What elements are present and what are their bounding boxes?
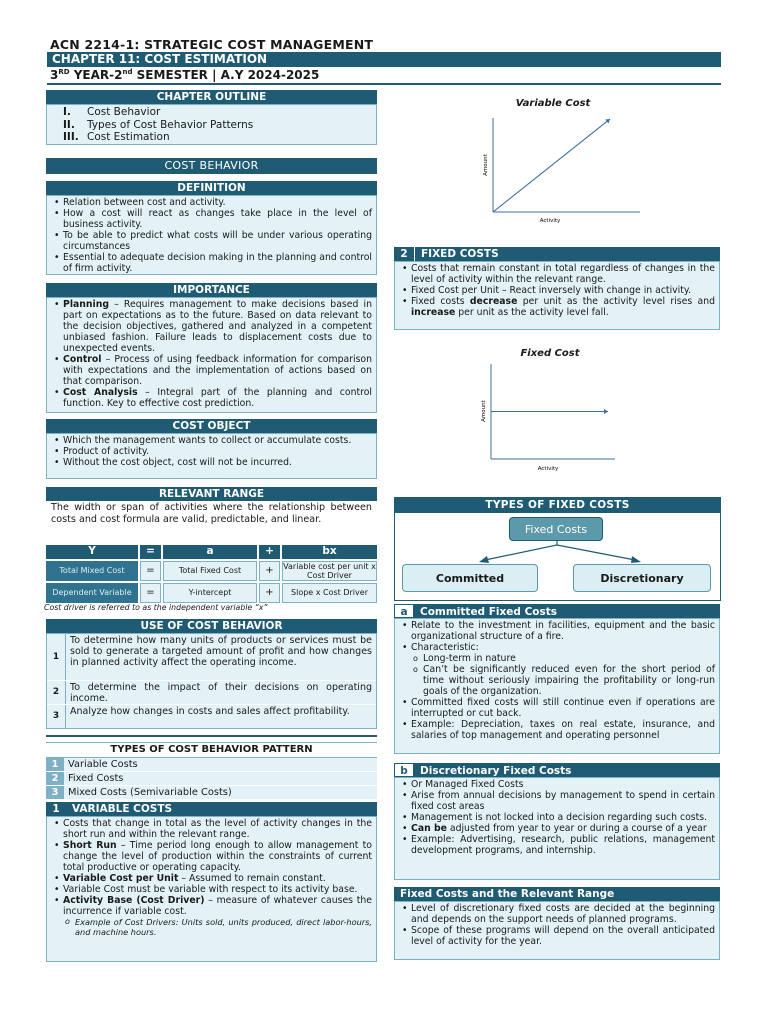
relevant-range-section: [46, 487, 377, 526]
variable-costs-item: • Activity Base (Cost Driver) – measure of whatever causes the incurrence if variable cost. o Example of Cost Drivers: Units sold, units produced, direct labor-hours, and machine hours.: [63, 895, 372, 937]
y-axis-label: Amount: [483, 154, 489, 176]
variable-costs-body: [46, 816, 377, 962]
discretionary-item: • Arise from annual decisions by management to spend in certain fixed cost areas: [411, 790, 715, 812]
types-pattern-item: 3 Mixed Costs (Semivariable Costs): [46, 786, 377, 799]
outline-item: II. Types of Cost Behavior Patterns: [63, 118, 254, 131]
importance-body: [46, 297, 377, 413]
variable-cost-chart: [460, 92, 670, 232]
committed-item: • Characteristic: o Long-term in nature o Can’t be significantly reduced even for the short period of time without seriously impairing the profitability or long-run goals of the organization.: [411, 642, 715, 697]
variable-costs-item: • Variable Cost must be variable with respect to its activity base.: [63, 884, 372, 895]
fixed-costs-title: 2 FIXED COSTS: [394, 247, 720, 261]
chart-title: Variable Cost: [515, 98, 591, 109]
fixed-costs-section: [394, 247, 720, 330]
fixed-costs-body: [394, 261, 720, 330]
header-divider: [47, 83, 721, 85]
use-item: 1 To determine how many units of products or services must be sold to generate a targeted amount of profit and how changes in planned activity affect the operating income.: [47, 634, 376, 681]
chapter-outline: [46, 90, 377, 145]
relevant-range-fixed-title: Fixed Costs and the Relevant Range: [394, 887, 720, 901]
variable-costs-subitem: o Example of Cost Drivers: Units sold, units produced, direct labor-hours, and machine hours.: [75, 917, 372, 937]
types-pattern-title: TYPES OF COST BEHAVIOR PATTERN: [46, 742, 377, 758]
course-title: ACN 2214-1: STRATEGIC COST MANAGEMENT: [50, 37, 374, 52]
definition-item: • Essential to adequate decision making in the planning and control of firm activity.: [63, 252, 372, 274]
series: [493, 119, 610, 212]
importance-item: • Control – Process of using feedback information for comparison with expectations and the implementation of actions based on that comparison.: [63, 354, 372, 387]
variable-costs-item: • Short Run – Time period long enough to allow management to change the level of production within the constraints of current total productive or operating capacity.: [63, 840, 372, 873]
formula-table: [46, 545, 377, 612]
committed-section: [394, 604, 720, 754]
outline-list: [46, 104, 377, 145]
connector-right: [557, 545, 635, 560]
fixed-costs-item: • Fixed costs decrease per unit as the activity level rises and increase per unit as the activity level fall.: [411, 296, 715, 318]
discretionary-item: • Can be adjusted from year to year or during a course of a year: [411, 823, 715, 834]
types-pattern-item: 2 Fixed Costs: [46, 772, 377, 786]
chapter-title: CHAPTER 11: COST ESTIMATION: [47, 52, 721, 67]
variable-costs-section: [46, 802, 377, 962]
definition-title: DEFINITION: [46, 181, 377, 195]
discretionary-title: b Discretionary Fixed Costs: [394, 763, 720, 777]
x-axis-label: Activity: [537, 466, 559, 472]
importance-title: IMPORTANCE: [46, 283, 377, 297]
definition-body: [46, 195, 377, 275]
arrowhead-left: [479, 556, 489, 563]
node-committed: Committed: [402, 564, 538, 592]
committed-subitem: o Can’t be significantly reduced even for the short period of time without seriously impairing the profitability or long-run goals of the organization.: [423, 664, 715, 697]
cost-behavior-title: COST BEHAVIOR: [46, 158, 377, 174]
types-pattern-item: 1 Variable Costs: [46, 758, 377, 772]
types-pattern-list: [46, 758, 377, 799]
series-line: [493, 119, 610, 212]
cost-object-body: [46, 433, 377, 479]
section-divider: [46, 735, 377, 737]
definition-item: • Relation between cost and activity.: [63, 197, 372, 208]
formula-note: Cost driver is referred to as the independent variable “x”: [44, 603, 268, 612]
discretionary-body: [394, 777, 720, 880]
types-fixed-title: TYPES OF FIXED COSTS: [395, 498, 720, 513]
discretionary-item: • Management is not locked into a decision regarding such costs.: [411, 812, 715, 823]
formula-row: Dependent Variable = Y-intercept + Slope x Cost Driver: [46, 583, 377, 603]
node-discretionary: Discretionary: [573, 564, 711, 592]
outline-item: III. Cost Estimation: [63, 131, 170, 143]
types-pattern-section: [46, 742, 377, 799]
variable-costs-item: • Costs that change in total as the level of activity changes in the short run and within the relevant range.: [63, 818, 372, 840]
discretionary-item: • Example: Advertising, research, public relations, management development programs, and internship.: [411, 834, 715, 856]
cost-object-item: • Without the cost object, cost will not be incurred.: [63, 457, 372, 468]
importance-section: [46, 283, 377, 413]
series: [491, 409, 608, 414]
relevant-range-fixed-item: • Scope of these programs will depend on the overall anticipated level of activity for the year.: [411, 925, 715, 947]
committed-subitem: o Long-term in nature: [423, 653, 715, 664]
types-fixed-diagram: [394, 497, 721, 601]
relevant-range-text: The width or span of activities where the relationship between costs and cost formula are valid, predictable, and linear.: [51, 502, 372, 525]
use-item: 3 Analyze how changes in costs and sales affect profitability.: [47, 705, 376, 728]
committed-item: • Committed fixed costs will still continue even if operations are interrupted or cut back.: [411, 697, 715, 719]
importance-item: • Cost Analysis – Integral part of the planning and control function. Key to effective cost prediction.: [63, 387, 372, 409]
fixed-costs-item: • Costs that remain constant in total regardless of changes in the level of activity within the relevant range.: [411, 263, 715, 285]
definition-item: • To be able to predict what costs will be under various operating circumstances: [63, 230, 372, 252]
committed-item: • Relate to the investment in facilities, equipment and the basic organizational structure of a fire.: [411, 620, 715, 642]
use-cost-behavior-section: [46, 619, 377, 729]
importance-item: • Planning – Requires management to make decisions based in part on expectations as to the future. Based on data relevant to the decision objectives, gathered and analyzed in a competent unbiased fashion. Failure leads to displacement costs due to unexpected events.: [63, 299, 372, 354]
use-item: 2 To determine the impact of their decisions on operating income.: [47, 681, 376, 705]
connector-left: [485, 541, 557, 560]
cost-object-item: • Product of activity.: [63, 446, 372, 457]
committed-title: a Committed Fixed Costs: [394, 604, 720, 618]
cost-object-section: [46, 419, 377, 479]
series-arrowhead: [604, 409, 608, 414]
discretionary-section: [394, 763, 720, 880]
variable-costs-item: • Variable Cost per Unit – Assumed to remain constant.: [63, 873, 372, 884]
cost-object-title: COST OBJECT: [46, 419, 377, 433]
relevant-range-fixed-body: [394, 901, 720, 960]
formula-row: Total Mixed Cost = Total Fixed Cost + Variable cost per unit x Cost Driver: [46, 561, 377, 581]
committed-item: • Example: Depreciation, taxes on real estate, insurance, and salaries of top management and operating personnel: [411, 719, 715, 741]
definition-section: [46, 181, 377, 275]
fixed-cost-chart: [460, 342, 670, 477]
cost-object-item: • Which the management wants to collect or accumulate costs.: [63, 435, 372, 446]
outline-title: CHAPTER OUTLINE: [46, 90, 377, 104]
use-cost-behavior-body: [46, 633, 377, 729]
definition-item: • How a cost will react as changes take place in the level of business activity.: [63, 208, 372, 230]
formula-row-header: Y = a + bx: [46, 545, 377, 559]
year-semester: 3RD YEAR-2nd SEMESTER | A.Y 2024-2025: [50, 68, 320, 82]
outline-item: I. Cost Behavior: [63, 106, 161, 118]
node-fixed-costs: Fixed Costs: [509, 517, 603, 541]
relevant-range-fixed-section: [394, 887, 720, 960]
x-axis-label: Activity: [539, 218, 561, 224]
discretionary-item: • Or Managed Fixed Costs: [411, 779, 715, 790]
relevant-range-fixed-item: • Level of discretionary fixed costs are decided at the beginning and depends on the support needs of planned programs.: [411, 903, 715, 925]
arrowhead-right: [631, 556, 641, 563]
use-cost-behavior-title: USE OF COST BEHAVIOR: [46, 619, 377, 633]
variable-costs-title: 1 VARIABLE COSTS: [46, 802, 377, 816]
relevant-range-title: RELEVANT RANGE: [46, 487, 377, 501]
chart-title: Fixed Cost: [520, 348, 580, 359]
y-axis-label: Amount: [481, 400, 487, 422]
fixed-costs-item: • Fixed Cost per Unit – React inversely with change in activity.: [411, 285, 715, 296]
committed-body: [394, 618, 720, 754]
